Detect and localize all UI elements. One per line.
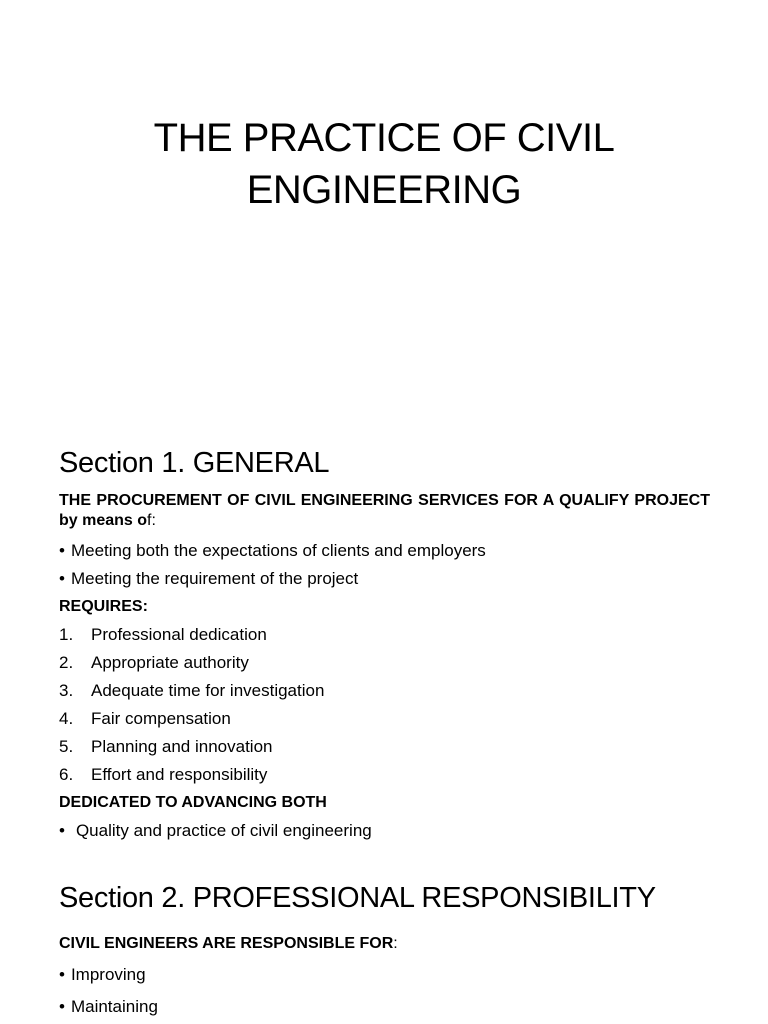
section-2-bullet: • Improving	[59, 964, 146, 986]
section-2-bullet: • Maintaining	[59, 996, 158, 1018]
requires-item-number: 4.	[59, 709, 74, 728]
requires-item-text: Adequate time for investigation	[91, 681, 325, 700]
section-1-intro-bold: THE PROCUREMENT OF CIVIL ENGINEERING SERVICES FOR A QUALIFY PROJECT by means o	[59, 492, 710, 529]
slide-title	[0, 112, 768, 216]
title-line-2: ENGINEERING	[246, 168, 522, 212]
requires-item-number: 3.	[59, 681, 74, 700]
requires-item-number: 5.	[59, 737, 74, 756]
section-1-intro	[59, 491, 710, 531]
section-1-bullet: • Meeting the requirement of the project	[59, 568, 358, 590]
requires-item-text: Effort and responsibility	[91, 765, 268, 784]
requires-item-number: 2.	[59, 653, 74, 672]
requires-item-number: 6.	[59, 765, 74, 784]
requires-item-text: Planning and innovation	[91, 737, 273, 756]
section-2-intro-bold: CIVIL ENGINEERS ARE RESPONSIBLE FOR	[59, 935, 394, 952]
dedicated-bullet	[59, 820, 372, 842]
requires-label: REQUIRES:	[59, 598, 148, 615]
section-1-bullet: • Meeting both the expectations of clients and employers	[59, 540, 486, 562]
section-2-heading: Section 2. PROFESSIONAL RESPONSIBILITY	[59, 882, 656, 914]
section-1-heading: Section 1. GENERAL	[59, 447, 330, 479]
requires-item-number: 1.	[59, 625, 74, 644]
section-1-intro-tail: f:	[147, 512, 156, 529]
requires-item	[59, 764, 267, 786]
requires-item-text: Professional dedication	[91, 625, 267, 644]
requires-item	[59, 736, 272, 758]
title-line-1: THE PRACTICE OF CIVIL	[153, 116, 615, 160]
dedicated-bullet-text: Quality and practice of civil engineering	[75, 821, 372, 840]
requires-item	[59, 680, 324, 702]
section-2-intro-tail: :	[393, 935, 398, 952]
section-2-intro	[59, 933, 398, 955]
requires-item	[59, 708, 231, 730]
dedicated-label: DEDICATED TO ADVANCING BOTH	[59, 794, 327, 811]
requires-item-text: Appropriate authority	[91, 653, 249, 672]
requires-item	[59, 652, 249, 674]
requires-item	[59, 624, 267, 646]
requires-item-text: Fair compensation	[91, 709, 231, 728]
